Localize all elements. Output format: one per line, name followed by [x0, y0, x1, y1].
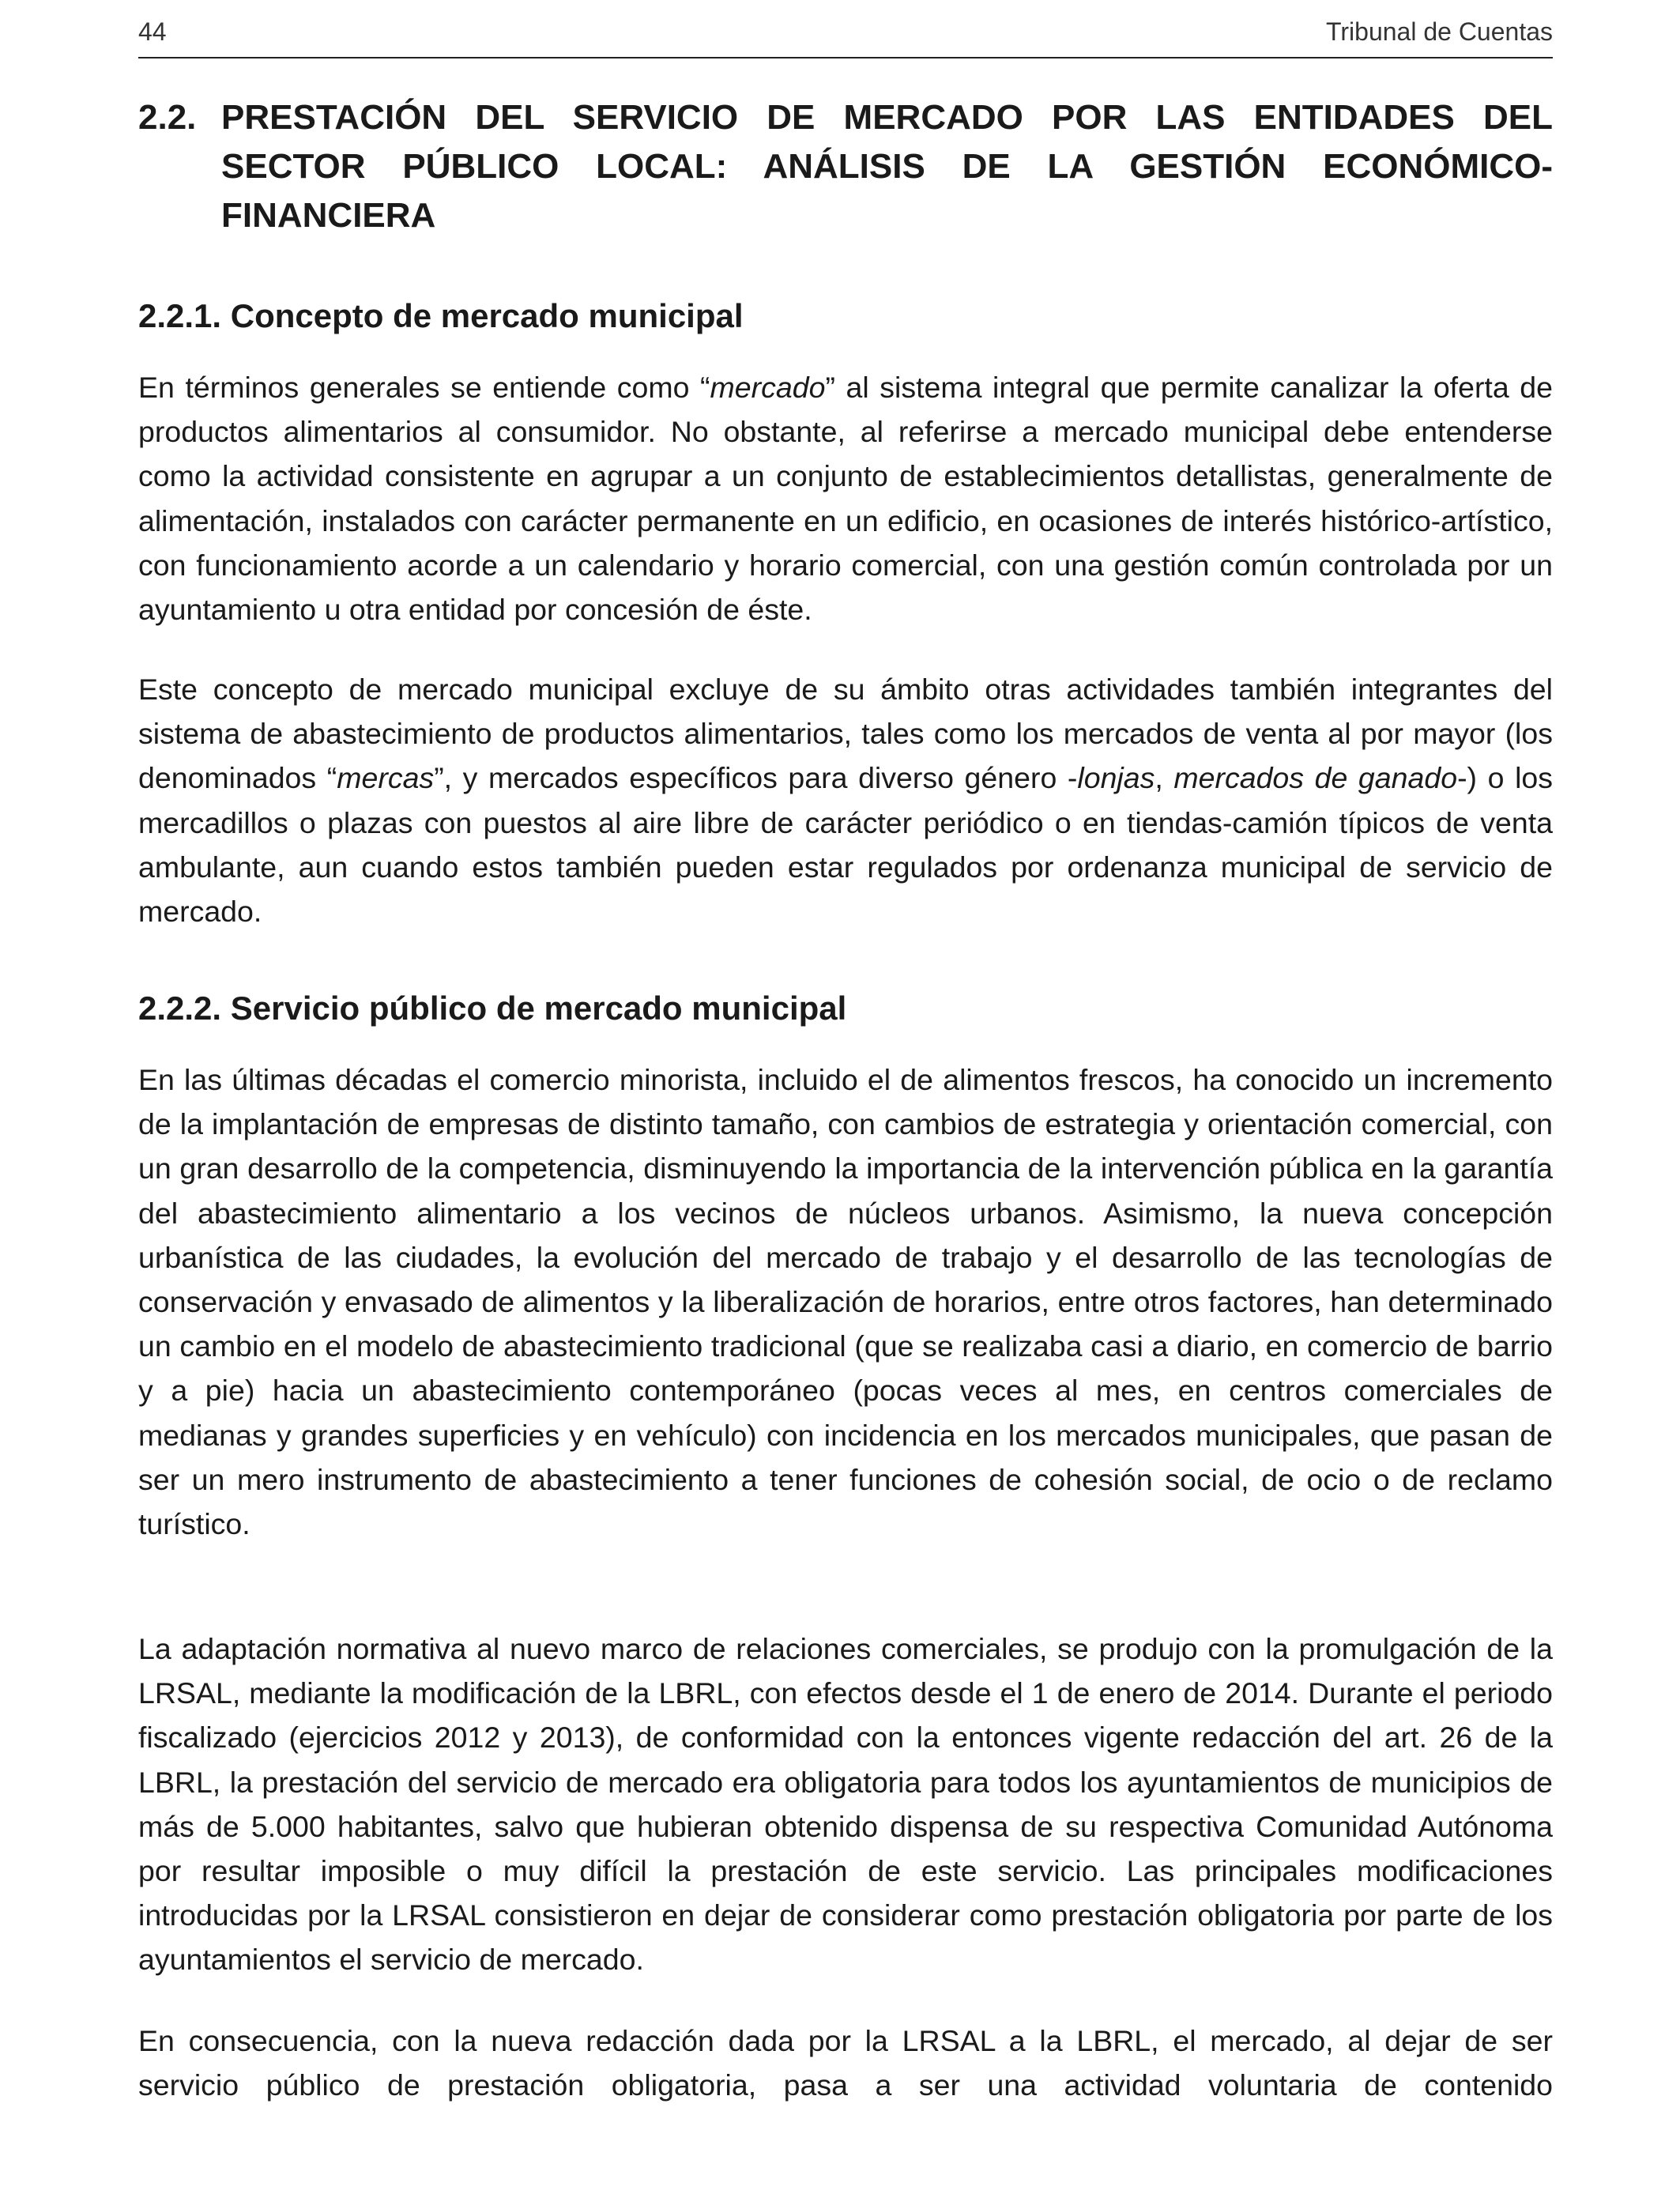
section-number: 2.2. — [138, 98, 197, 137]
paragraph-servicio-2: La adaptación normativa al nuevo marco de relaciones comerciales, se produjo con la promulgación de la LRSAL, mediante la modificación de la LBRL, con efectos desde el 1 de enero de 2014. Durante el periodo fiscalizado (ejercicios 2012 y 2013), de conformidad con la entonces vigente redacción del art. 26 de la LBRL, la prestación del servicio de mercado era obligatoria para todos los ayuntamientos de municipios de más de 5.000 habitantes, salvo que hubieran obtenido dispensa de su respectiva Comunidad Autónoma por resultar imposible o muy difícil la prestación de este servicio. Las principales modificaciones introducidas por la LRSAL consistieron en dejar de considerar como prestación obligatoria por parte de los ayuntamientos el servicio de mercado. — [138, 1632, 1553, 1977]
paragraph-servicio-3: En consecuencia, con la nueva redacción dada por la LRSAL a la LBRL, el mercado, al dejar de ser servicio público de prestación obligatoria, pasa a ser una actividad voluntaria de contenido — [138, 2024, 1553, 2102]
paragraph-concepto-1: En términos generales se entiende como “mercado” al sistema integral que permite canalizar la oferta de productos alimentarios al consumidor. No obstante, al referirse a mercado municipal debe entenderse como la actividad consistente en agrupar a un conjunto de establecimientos detallistas, generalmente de alimentación, instalados con carácter permanente en un edificio, en ocasiones de interés histórico-artístico, con funcionamiento acorde a un calendario y horario comercial, con una gestión común controlada por un ayuntamiento u otra entidad por concesión de éste. — [138, 371, 1553, 627]
subsection-heading-2-2-2: 2.2.2. Servicio público de mercado municipal — [138, 990, 847, 1027]
header-organization: Tribunal de Cuentas — [1326, 17, 1553, 46]
paragraph-concepto-2: Este concepto de mercado municipal excluye de su ámbito otras actividades también integrantes del sistema de abastecimiento de productos alimentarios, tales como los mercados de venta al por mayor (los denominados “mercas”, y mercados específicos para diverso género -lonjas, mercados de ganado-) o los mercadillos o plazas con puestos al aire libre de carácter periódico o en tiendas-camión típicos de venta ambulante, aun cuando estos también pueden estar regulados por ordenanza municipal de servicio de mercado. — [138, 673, 1554, 929]
page-header — [138, 16, 1553, 58]
section-heading — [138, 93, 1553, 240]
section-title: PRESTACIÓN DEL SERVICIO DE MERCADO POR LAS ENTIDADES DEL SECTOR PÚBLICO LOCAL: ANÁLISIS DE LA GESTIÓN ECONÓMICO-FINANCIERA — [221, 98, 1553, 235]
paragraph-servicio-1: En las últimas décadas el comercio minorista, incluido el de alimentos frescos, ha conocido un incremento de la implantación de empresas de distinto tamaño, con cambios de estrategia y orientación comercial, con un gran desarrollo de la competencia, disminuyendo la importancia de la intervención pública en la garantía del abastecimiento alimentario a los vecinos de núcleos urbanos. Asimismo, la nueva concepción urbanística de las ciudades, la evolución del mercado de trabajo y el desarrollo de las tecnologías de conservación y envasado de alimentos y la liberalización de horarios, entre otros factores, han determinado un cambio en el modelo de abastecimiento tradicional (que se realizaba casi a diario, en comercio de barrio y a pie) hacia un abastecimiento contemporáneo (pocas veces al mes, en centros comerciales de medianas y grandes superficies y en vehículo) con incidencia en los mercados municipales, que pasan de ser un mero instrumento de abastecimiento a tener funciones de cohesión social, de ocio o de reclamo turístico. — [138, 1063, 1553, 1541]
subsection-heading-2-2-1: 2.2.1. Concepto de mercado municipal — [138, 297, 744, 334]
page-number: 44 — [138, 17, 167, 46]
